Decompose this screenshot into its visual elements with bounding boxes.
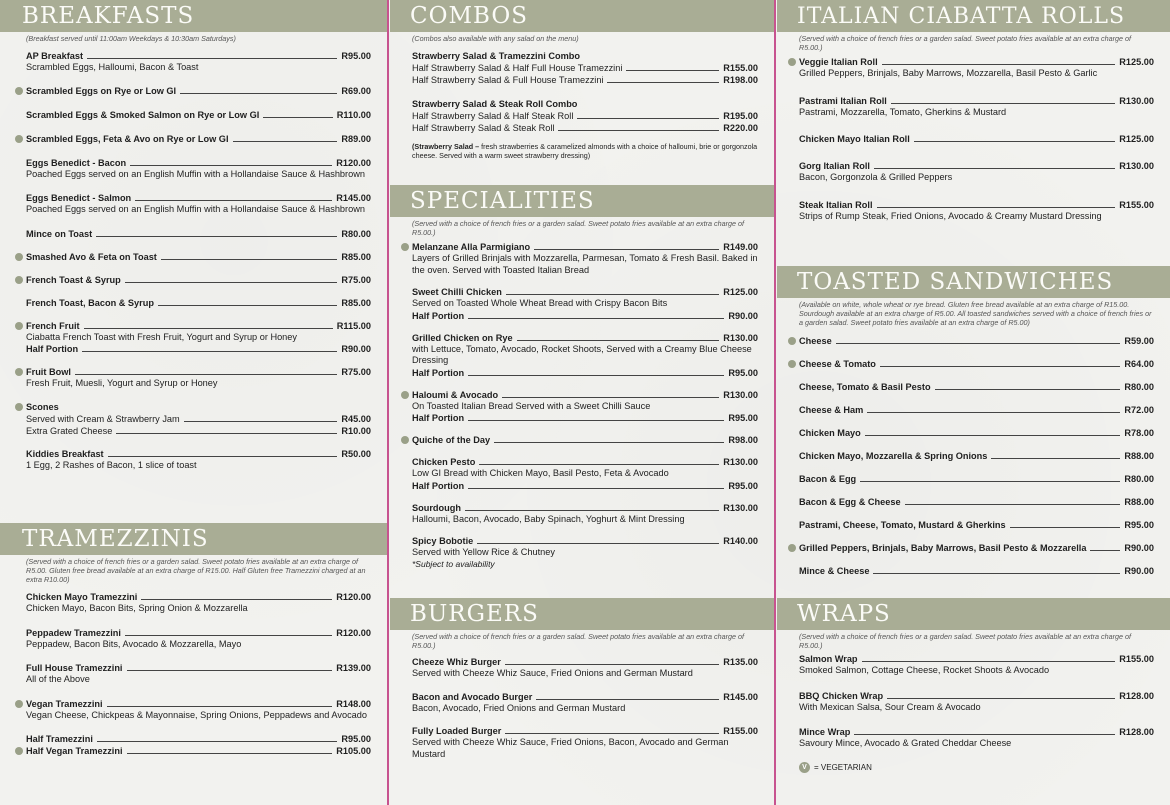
item-price: R155.00 [1119,654,1154,664]
item-name: Melanzane Alla Parmigiano [412,242,531,252]
item-option: Served with Cream & Strawberry Jam [26,413,180,424]
section-burgers [390,598,774,760]
section-banner [777,266,1170,298]
item-price: R10.00 [341,425,371,436]
menu-item [26,627,371,651]
column-right [777,0,1170,805]
item-name: Chicken Mayo Tramezzini [26,592,138,602]
item-description: 1 Egg, 2 Rashes of Bacon, 1 slice of toast [26,459,197,470]
section-note: (Combos also available with any salad on the menu) [412,34,579,43]
item-description: On Toasted Italian Bread Served with a Sweet Chilli Sauce [412,400,651,411]
item-option: Half Strawberry Salad & Half Steak Roll [412,111,574,121]
strawberry-salad-note [412,142,758,160]
item-price: R75.00 [341,367,371,377]
item-name: Kiddies Breakfast [26,448,104,459]
menu-item [412,434,758,446]
section-breakfasts [0,0,387,471]
item-price: R72.00 [1124,405,1154,415]
item-price: R120.00 [336,592,371,602]
item-description: Ciabatta French Toast with Fresh Fruit, Yogurt and Syrup or Honey [26,331,297,342]
section-note: (Served with a choice of french fries or a garden salad. Sweet potato fries available at an extra charge of R5.00.) [412,632,745,650]
item-description: Served on Toasted Whole Wheat Bread with Crispy Bacon Bits [412,298,668,308]
item-description: Served with Cheeze Whiz Sauce, Fried Onions and German Mustard [412,668,693,678]
item-description: Scrambled Eggs, Halloumi, Bacon & Toast [26,62,199,72]
item-price: R95.00 [341,734,371,744]
menu-item [799,473,1154,485]
item-description: Vegan Cheese, Chickpeas & Mayonnaise, Spring Onions, Peppadews and Avocado [26,709,368,720]
item-price: R75.00 [341,274,371,285]
section-banner [390,0,774,32]
menu-item [26,591,371,615]
menu-item [799,726,1154,750]
item-price: R78.00 [1124,428,1154,438]
item-price: R128.00 [1119,690,1154,701]
menu-item [26,401,371,437]
section-note: (Served with a choice of french fries or a garden salad. Sweet potato fries available at an extra charge of R5.00. Gluten free bread available at an extra charge of R15.00. Half Gluten free Tramezzini charged at an extra R10.00) [26,557,366,584]
vegetarian-icon [401,436,409,444]
item-description: Bacon, Avocado, Fried Onions and German Mustard [412,702,626,713]
item-price: R148.00 [336,698,371,709]
item-name: Gorg Italian Roll [799,161,870,171]
item-price: R90.00 [728,310,758,321]
menu-item [26,698,371,722]
vegetarian-icon [401,243,409,251]
section-note: (Served with a choice of french fries or a garden salad. Sweet potato fries available at an extra charge of R5.00.) [799,34,1132,52]
section-specialities [390,185,774,569]
item-name: Veggie Italian Roll [799,57,878,67]
item-price: R139.00 [336,663,371,673]
item-description: Smoked Salmon, Cottage Cheese, Rocket Shoots & Avocado [799,665,1050,675]
vegetarian-icon [788,58,796,66]
menu-item [799,358,1154,370]
item-price: R125.00 [723,287,758,297]
section-title: TRAMEZZINIS [22,526,209,552]
menu-item [412,656,758,680]
menu-item [799,133,1154,145]
item-description: Grilled Peppers, Brinjals, Baby Marrows, Mozzarella, Basil Pesto & Garlic [799,68,1098,78]
item-option: Half Strawberry Salad & Full House Tramezzini [412,75,604,85]
item-price: R69.00 [341,85,371,96]
vegetarian-icon [15,253,23,261]
item-price: R50.00 [341,448,371,459]
column-left [0,0,387,805]
item-name: Cheeze Whiz Burger [412,657,501,667]
item-price: R95.00 [728,413,758,423]
menu-item [26,50,371,74]
item-name: Smashed Avo & Feta on Toast [26,251,157,262]
item-description: Strips of Rump Steak, Fried Onions, Avocado & Creamy Mustard Dressing [799,210,1102,221]
vegetarian-icon: V [799,762,810,773]
item-description: Poached Eggs served on an English Muffin with a Hollandaise Sauce & Hashbrown [26,204,365,214]
item-price: R125.00 [1119,57,1154,67]
item-name: Chicken Mayo Italian Roll [799,134,910,144]
menu-item [799,199,1154,223]
item-name: Pastrami, Cheese, Tomato, Mustard & Gherkins [799,520,1006,530]
section-combos [390,0,774,160]
item-price: R95.00 [728,480,758,491]
item-description: Pastrami, Mozzarella, Tomato, Gherkins & Mustard [799,106,1007,117]
item-price: R85.00 [341,297,371,308]
item-description: Chicken Mayo, Bacon Bits, Spring Onion & Mozzarella [26,603,248,613]
section-banner [777,598,1170,630]
item-price: R135.00 [723,657,758,667]
item-description: Served with Yellow Rice & Chutney [412,547,555,557]
item-description: with Lettuce, Tomato, Avocado, Rocket Shoots, Served with a Creamy Blue Cheese Dressing [412,343,752,365]
item-description: Served with Cheeze Whiz Sauce, Fried Onions, Bacon, Avocado and German Mustard [412,737,729,759]
menu-item [799,565,1154,577]
item-price: R80.00 [341,228,371,239]
vegetarian-icon [15,322,23,330]
item-name: Scrambled Eggs & Smoked Salmon on Rye or Low GI [26,109,260,120]
menu-item [26,109,371,121]
item-price: R145.00 [336,193,371,203]
menu-item [799,542,1154,554]
item-name: Peppadew Tramezzini [26,627,121,638]
menu-item [412,241,758,276]
item-half-portion: Half Portion [412,480,465,491]
item-name: Grilled Peppers, Brinjals, Baby Marrows, Basil Pesto & Mozzarella [799,543,1087,553]
item-description: Low GI Bread with Chicken Mayo, Basil Pesto, Feta & Avocado [412,468,669,478]
item-name: Strawberry Salad & Tramezzini Combo [412,51,580,61]
menu-item [412,691,758,715]
item-price: R155.00 [723,726,758,736]
item-name: Pastrami Italian Roll [799,95,887,106]
item-name: Fully Loaded Burger [412,726,502,736]
item-price: R90.00 [1124,566,1154,576]
section-note: (Available on white, whole wheat or rye bread. Gluten free bread available at an extra charge of R15.00. Sourdough available at an extra charge of R5.00. All toasted sandwiches served with a choice of french fries or a garden salad. Sweet potato fries available at an extra charge of R5.00) [799,300,1152,327]
item-price: R120.00 [336,157,371,168]
item-name: Vegan Tramezzini [26,698,103,709]
menu-item [26,192,371,216]
item-price: R130.00 [723,502,758,513]
menu-item [26,274,371,286]
menu-item [412,286,758,322]
item-option: Half Strawberry Salad & Steak Roll [412,123,555,133]
vegetarian-legend-text: = VEGETARIAN [814,762,872,772]
item-name: French Fruit [26,320,80,331]
item-price: R195.00 [723,111,758,121]
item-price: R110.00 [336,109,371,120]
item-half-portion: Half Portion [412,413,465,423]
item-price: R145.00 [723,691,758,702]
vegetarian-icon [788,360,796,368]
item-price: R198.00 [723,75,758,85]
item-price: R90.00 [1124,543,1154,553]
item-option: Half Strawberry Salad & Half Full House Tramezzini [412,63,623,73]
menu-item [26,228,371,240]
strawberry-salad-note-title: (Strawberry Salad – [412,142,480,151]
item-name: Salmon Wrap [799,654,858,664]
item-price: R80.00 [1124,382,1154,392]
item-name: Full House Tramezzini [26,663,123,673]
item-name: Grilled Chicken on Rye [412,332,513,343]
menu-item [799,160,1154,184]
menu-item [799,95,1154,119]
item-name: Cheese [799,336,832,346]
item-price: R80.00 [1124,474,1154,484]
menu-item [26,448,371,472]
menu-item [26,733,371,745]
item-name: French Toast & Syrup [26,274,121,285]
section-title: ITALIAN CIABATTA ROLLS [797,4,1126,29]
item-name: Steak Italian Roll [799,199,873,210]
item-half-portion: Half Portion [26,344,79,354]
item-description: With Mexican Salsa, Sour Cream & Avocado [799,701,981,712]
item-price: R64.00 [1124,359,1154,369]
section-note: (Served with a choice of french fries or a garden salad. Sweet potato fries available at an extra charge of R5.00.) [799,632,1132,650]
item-price: R105.00 [336,746,371,756]
section-title: BURGERS [410,601,539,627]
item-description: Fresh Fruit, Muesli, Yogurt and Syrup or Honey [26,378,218,388]
vegetarian-icon [788,544,796,552]
menu-item [412,535,758,569]
menu-item [799,690,1154,714]
column-middle [390,0,774,805]
menu-item [799,519,1154,531]
item-name: Bacon and Avocado Burger [412,691,533,702]
menu-item [26,133,371,145]
vegetarian-icon [15,276,23,284]
menu-item [799,496,1154,508]
item-price: R128.00 [1119,727,1154,737]
item-name: Chicken Mayo [799,428,861,438]
item-description: All of the Above [26,674,90,684]
menu-item [412,389,758,425]
item-price: R88.00 [1124,451,1154,461]
section-title: BREAKFASTS [22,3,195,29]
menu-item [412,98,758,134]
item-name: Mince & Cheese [799,566,870,576]
section-toasted-sandwiches [777,266,1170,577]
item-name: Quiche of the Day [412,435,491,445]
section-banner [777,0,1170,32]
menu-item [26,366,371,390]
column-divider [387,0,389,805]
item-price: R59.00 [1124,336,1154,346]
item-price: R155.00 [1119,199,1154,210]
item-name: Half Tramezzini [26,734,93,744]
section-title: COMBOS [410,3,528,29]
item-description: Halloumi, Bacon, Avocado, Baby Spinach, Yoghurt & Mint Dressing [412,513,685,524]
item-name: Mince on Toast [26,228,93,239]
item-name: Cheese & Tomato [799,359,876,369]
item-name: Haloumi & Avocado [412,389,499,400]
item-price: R149.00 [723,242,758,252]
item-name: AP Breakfast [26,51,84,61]
menu-item [26,157,371,181]
item-price: R89.00 [341,133,371,144]
item-name: Eggs Benedict - Salmon [26,193,132,203]
menu-item [799,381,1154,393]
vegetarian-icon [15,368,23,376]
item-price: R130.00 [1119,161,1154,171]
strawberry-salad-note-text: fresh strawberries & caramelized almonds with a choice of halloumi, brie or gorgonzola cheese. Served with a warm sweet strawberry dressing) [412,142,758,160]
item-half-portion: Half Portion [412,367,465,378]
item-name: Fruit Bowl [26,367,71,377]
item-price: R130.00 [723,389,758,400]
vegetarian-icon [15,87,23,95]
item-name: Scrambled Eggs on Rye or Low GI [26,85,177,96]
item-price: R125.00 [1119,134,1154,144]
menu-item [799,404,1154,416]
item-name: Sweet Chilli Chicken [412,287,502,297]
section-banner [390,185,774,217]
item-name: Cheese, Tomato & Basil Pesto [799,382,931,392]
vegetarian-icon [15,403,23,411]
item-name: Cheese & Ham [799,405,864,415]
item-name: Chicken Mayo, Mozzarella & Spring Onions [799,451,988,461]
item-description: Layers of Grilled Brinjals with Mozzarella, Parmesan, Tomato & Fresh Basil. Baked in the oven. Served with Toasted Italian Bread [412,253,758,275]
menu-item [412,50,758,86]
menu-item [799,653,1154,677]
vegetarian-icon [401,391,409,399]
item-name: Bacon & Egg [799,474,857,484]
item-price: R98.00 [728,435,758,445]
menu-item [799,56,1154,80]
section-tramezzinis [0,523,387,757]
item-price: R155.00 [723,63,758,73]
item-price: R95.00 [1124,520,1154,530]
item-price: R140.00 [723,536,758,546]
menu-item [412,725,758,760]
vegetarian-icon [15,700,23,708]
item-name: Spicy Bobotie [412,536,474,546]
item-price: R130.00 [723,332,758,343]
vegetarian-legend [799,762,1154,773]
item-name: Scrambled Eggs, Feta & Avo on Rye or Low GI [26,133,229,144]
item-description: Poached Eggs served on an English Muffin with a Hollandaise Sauce & Hashbrown [26,168,365,179]
item-option: Extra Grated Cheese [26,425,113,436]
item-price: R115.00 [336,320,371,331]
item-name: Sourdough [412,502,461,513]
section-title: WRAPS [797,601,891,627]
section-note: (Breakfast served until 11:00am Weekdays & 10:30am Saturdays) [26,34,236,43]
item-name: Eggs Benedict - Bacon [26,157,127,168]
item-half-portion: Half Portion [412,310,465,321]
menu-item [412,332,758,379]
item-price: R120.00 [336,627,371,638]
menu-item [26,297,371,309]
item-price: R95.00 [341,51,371,61]
item-name: Chicken Pesto [412,457,476,467]
item-description: Bacon, Gorgonzola & Grilled Peppers [799,172,953,182]
section-banner [0,0,387,32]
menu-item [26,320,371,356]
section-wraps [777,598,1170,773]
item-name: French Toast, Bacon & Syrup [26,297,154,308]
column-divider [774,0,776,805]
menu-item [412,456,758,492]
vegetarian-icon [15,747,23,755]
availability-note: *Subject to availability [412,558,495,569]
item-price: R130.00 [1119,95,1154,106]
item-price: R85.00 [341,251,371,262]
item-price: R95.00 [728,367,758,378]
menu-item [412,502,758,526]
item-name: Mince Wrap [799,727,851,737]
section-note: (Served with a choice of french fries or a garden salad. Sweet potato fries available at an extra charge of R5.00.) [412,219,745,237]
item-price: R130.00 [723,457,758,467]
item-description: Savoury Mince, Avocado & Grated Cheddar Cheese [799,738,1012,748]
section-title: TOASTED SANDWICHES [797,269,1114,295]
vegetarian-icon [788,337,796,345]
menu-item [26,745,371,757]
section-banner [0,523,387,555]
section-banner [390,598,774,630]
menu-item [26,85,371,97]
menu-item [799,450,1154,462]
section-ciabatta-rolls [777,0,1170,222]
item-name: BBQ Chicken Wrap [799,690,884,701]
item-price: R220.00 [723,123,758,133]
menu-item [799,427,1154,439]
item-price: R90.00 [341,344,371,354]
item-name: Scones [26,401,59,412]
menu-item [799,335,1154,347]
item-name: Bacon & Egg & Cheese [799,497,901,507]
vegetarian-icon [15,135,23,143]
item-price: R45.00 [341,413,371,424]
item-description: Peppadew, Bacon Bits, Avocado & Mozzarella, Mayo [26,638,242,649]
menu-item [26,251,371,263]
item-name: Strawberry Salad & Steak Roll Combo [412,99,578,109]
menu-item [26,662,371,686]
item-price: R88.00 [1124,497,1154,507]
item-name: Half Vegan Tramezzini [26,746,123,756]
section-title: SPECIALITIES [410,188,595,214]
